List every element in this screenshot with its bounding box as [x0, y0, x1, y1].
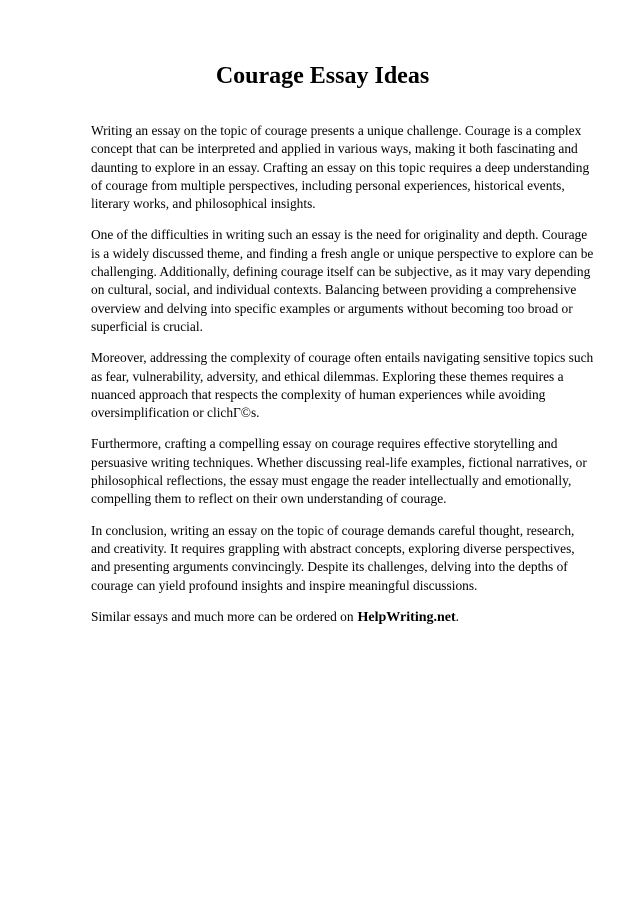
helpwriting-link[interactable]: HelpWriting.net [357, 609, 456, 625]
document-title: Courage Essay Ideas [215, 63, 430, 89]
paragraph-difficulties: One of the difficulties in writing such an essay is the need for originality and depth. Courage is a widely discussed theme, and finding a fresh angle or unique perspective to explore can be challenging. Additionally, defining courage itself can be subjective, as it may vary depending on cultural, social, and individual contexts. Balancing between providing a comprehensive overview and delving into specific examples or arguments without becoming too broad or superficial is crucial. [91, 227, 594, 334]
footer-suffix: . [455, 608, 460, 624]
paragraph-complexity: Moreover, addressing the complexity of courage often entails navigating sensitive topics such as fear, vulnerability, adversity, and ethical dilemmas. Exploring these themes requires a nuanced approach that respects the complexity of human experiences while avoiding oversimplification or clichГ©s. [91, 350, 594, 421]
footer-prefix: Similar essays and much more can be ordered on [91, 608, 354, 624]
paragraph-intro: Writing an essay on the topic of courage presents a unique challenge. Courage is a complex concept that can be interpreted and applied in various ways, making it both fascinating and daunting to explore in an essay. Crafting an essay on this topic requires a deep understanding of courage from multiple perspectives, including personal experiences, historical events, literary works, and philosophical insights. [91, 123, 590, 212]
footer-line [91, 608, 594, 627]
paragraph-storytelling: Furthermore, crafting a compelling essay on courage requires effective storytelling and persuasive writing techniques. Whether discussing real-life examples, fictional narratives, or philosophical reflections, the essay must engage the reader intellectually and emotionally, compelling them to reflect on their own understanding of courage. [91, 436, 587, 507]
paragraph-conclusion: In conclusion, writing an essay on the topic of courage demands careful thought, research, and creativity. It requires grappling with abstract concepts, exploring diverse perspectives, and presenting arguments convincingly. Despite its challenges, delving into the depths of courage can yield profound insights and inspire meaningful discussions. [91, 522, 575, 593]
